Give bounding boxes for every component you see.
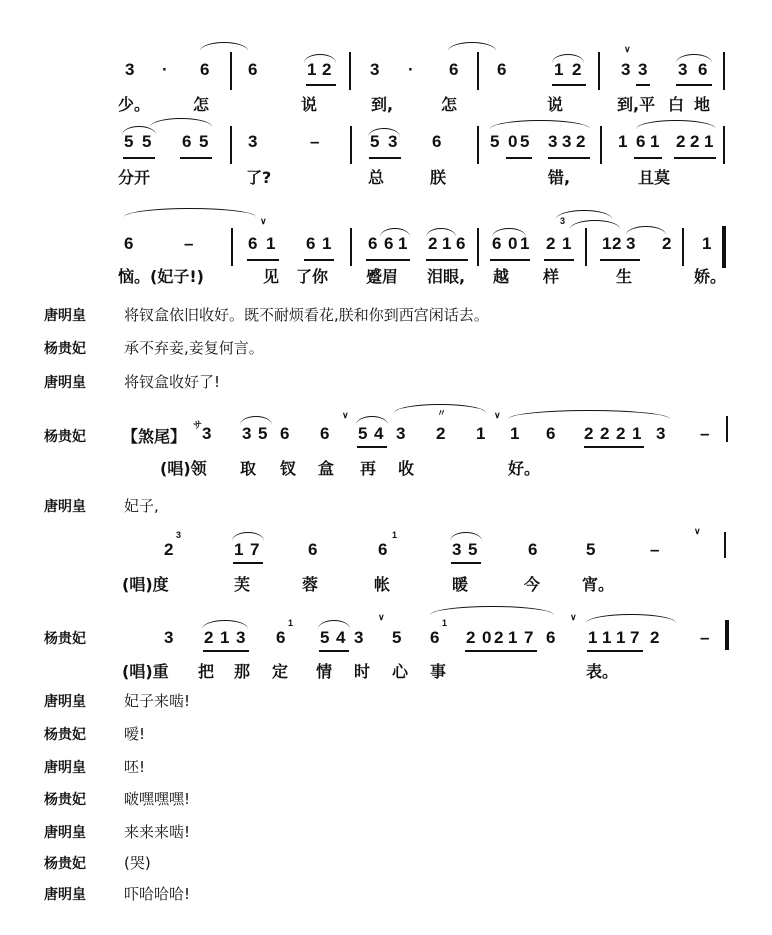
underline [600, 259, 640, 261]
lyric-syllable: 见 [263, 267, 280, 286]
jianpu-note: 6 [124, 234, 134, 253]
breath-mark: ∨ [342, 410, 349, 420]
jianpu-note: 1 [476, 424, 486, 443]
slur [448, 42, 496, 51]
lyric-syllable: 总 [368, 168, 385, 187]
jianpu-note: 6 [248, 234, 258, 253]
underline [319, 650, 349, 652]
lyric-syllable: (唱)重 [122, 662, 169, 681]
slur [150, 118, 212, 127]
lyric-syllable: 今 [524, 575, 541, 594]
jianpu-note: 3 [242, 424, 252, 443]
jianpu-note: 2 [428, 234, 438, 253]
slur [124, 208, 256, 217]
lyric-syllable: 生 [616, 267, 633, 286]
barline [726, 416, 728, 442]
jianpu-note: 6 [432, 132, 442, 151]
lyric-syllable: 白 [668, 95, 685, 114]
underline [451, 562, 481, 564]
jianpu-note: 6 [449, 60, 459, 79]
jianpu-note: 6 [248, 60, 258, 79]
lyric-syllable: 到,平 [617, 95, 656, 114]
underline [306, 84, 336, 86]
jianpu-note: 2 [662, 234, 672, 253]
lyric-syllable: 钗 [280, 459, 297, 478]
jianpu-note: – [700, 628, 710, 647]
lyric-syllable: 时 [354, 662, 371, 681]
jianpu-note: 5 [370, 132, 380, 151]
lyric-syllable: 少。 [118, 95, 151, 114]
lyric-syllable: 朕 [430, 168, 447, 187]
underline [369, 157, 401, 159]
jianpu-note: 5 [358, 424, 368, 443]
underline [544, 259, 574, 261]
breath-mark: ∨ [494, 410, 501, 420]
speaker-label: 唐明皇 [44, 887, 86, 903]
underline [233, 562, 263, 564]
underline [180, 157, 212, 159]
jianpu-note: 2 [322, 60, 332, 79]
dialogue-line: 妃子来啮! [124, 692, 191, 710]
jianpu-note: 3 [125, 60, 135, 79]
lyric-syllable: 那 [234, 662, 251, 681]
barline [477, 126, 479, 164]
speaker-label: 杨贵妃 [44, 856, 86, 872]
barline [231, 228, 233, 266]
lyric-syllable: 泪眼, [427, 267, 466, 286]
jianpu-note: 1 [602, 628, 612, 647]
barline [723, 52, 725, 90]
jianpu-note: 1 [588, 628, 598, 647]
jianpu-note: 3 [388, 132, 398, 151]
barline [350, 126, 352, 164]
jianpu-note: 2 [650, 628, 660, 647]
jianpu-note: 1 [602, 234, 612, 253]
lyric-syllable: 盒 [318, 459, 335, 478]
underline [552, 84, 586, 86]
jianpu-note: 3 [164, 628, 174, 647]
slur [508, 410, 670, 419]
underline [357, 446, 387, 448]
jianpu-note: 3 [354, 628, 364, 647]
lyric-syllable: 错, [548, 168, 571, 187]
jianpu-note: 7 [524, 628, 534, 647]
jianpu-note: 6 [430, 628, 440, 647]
breath-mark: ∨ [378, 612, 385, 622]
jianpu-note: – [310, 132, 320, 151]
underline [636, 84, 650, 86]
jianpu-note: 2 [572, 60, 582, 79]
underline [465, 650, 537, 652]
lyric-syllable: 情 [316, 662, 333, 681]
dialogue-line: 啵嘿嘿嘿! [124, 790, 191, 808]
underline [490, 259, 530, 261]
jianpu-note: 1 [508, 628, 518, 647]
final-barline [725, 620, 729, 650]
barline [724, 532, 726, 558]
jianpu-note: 1 [702, 234, 712, 253]
jianpu-note: 1 [220, 628, 230, 647]
lyric-syllable: 样 [543, 267, 560, 286]
jianpu-note: 5 [468, 540, 478, 559]
lyric-syllable: 怎 [193, 95, 210, 114]
dialogue-line: 将钗盒收好了! [124, 373, 221, 391]
jianpu-note: 2 [616, 424, 626, 443]
speaker-label: 杨贵妃 [44, 727, 86, 743]
jianpu-note: 1 [266, 234, 276, 253]
lyric-syllable: (唱)领 [160, 459, 207, 478]
jianpu-note: 2 [676, 132, 686, 151]
jianpu-note: 6 [492, 234, 502, 253]
speaker-label: 唐明皇 [44, 308, 86, 324]
jianpu-note: 6 [368, 234, 378, 253]
barline [350, 228, 352, 266]
jianpu-note: 6 [320, 424, 330, 443]
lyric-syllable: 再 [360, 459, 377, 478]
lyric-syllable: 把 [198, 662, 215, 681]
final-barline [722, 226, 726, 268]
jianpu-note: 2 [164, 540, 174, 559]
jianpu-note: 3 [236, 628, 246, 647]
grace-note: 1 [288, 618, 294, 628]
barline [477, 228, 479, 266]
lyric-syllable: 宵。 [582, 575, 615, 594]
jianpu-note: 3 [370, 60, 380, 79]
jianpu-note: 3 [678, 60, 688, 79]
jianpu-note: 3 [548, 132, 558, 151]
barline [230, 126, 232, 164]
underline [123, 157, 155, 159]
jianpu-note: 3 [656, 424, 666, 443]
jianpu-note: 6 [546, 628, 556, 647]
jianpu-note: 6 [306, 234, 316, 253]
jianpu-note: 6 [546, 424, 556, 443]
sanban-mark: サ [193, 420, 203, 430]
jianpu-note: 7 [250, 540, 260, 559]
breath-mark: ∨ [624, 44, 631, 54]
jianpu-note: 2 [576, 132, 586, 151]
barline [477, 52, 479, 90]
underline [304, 259, 334, 261]
jianpu-note: 6 [497, 60, 507, 79]
jianpu-note: 6 [182, 132, 192, 151]
lyric-syllable: 分开 [118, 168, 151, 187]
jianpu-note: 6 [528, 540, 538, 559]
jianpu-note: 3 [248, 132, 258, 151]
lyric-syllable: 了? [246, 168, 272, 187]
lyric-syllable: 恼。(妃子!) [118, 267, 204, 286]
jianpu-note: 6 [384, 234, 394, 253]
lyric-syllable: 取 [240, 459, 257, 478]
lyric-syllable: 定 [272, 662, 289, 681]
dialogue-line: 妃子, [124, 497, 159, 515]
dialogue-line: 嗳! [124, 725, 146, 743]
speaker-label: 杨贵妃 [44, 631, 86, 647]
jianpu-note: 6 [200, 60, 210, 79]
jianpu-note: 6 [456, 234, 466, 253]
grace-note: 3 [176, 530, 182, 540]
barline [230, 52, 232, 90]
slur [430, 606, 554, 615]
underline [247, 259, 279, 261]
breath-mark: ∨ [694, 526, 701, 536]
jianpu-note: 4 [336, 628, 346, 647]
jianpu-note: 6 [378, 540, 388, 559]
jianpu-note: · [408, 60, 414, 79]
jianpu-note: 1 [398, 234, 408, 253]
jianpu-note: 5 [586, 540, 596, 559]
breath-mark: ∨ [260, 216, 267, 226]
lyric-syllable: 说 [547, 95, 564, 114]
jianpu-note: 6 [276, 628, 286, 647]
underline [548, 157, 590, 159]
jianpu-note: 2 [584, 424, 594, 443]
lyric-syllable: 事 [430, 662, 447, 681]
jianpu-note: 1 [307, 60, 317, 79]
speaker-label: 杨贵妃 [44, 341, 86, 357]
lyric-syllable: 帐 [374, 575, 391, 594]
jianpu-note: 3 [202, 424, 212, 443]
slur [636, 120, 716, 129]
jianpu-note: 2 [690, 132, 700, 151]
jianpu-note: 2 [546, 234, 556, 253]
jianpu-note: 5 [142, 132, 152, 151]
jianpu-note: 2 [612, 234, 622, 253]
dialogue-line: 承不弃妾,妾复何言。 [124, 339, 264, 357]
jianpu-note: 1 [562, 234, 572, 253]
jianpu-note: 1 [616, 628, 626, 647]
underline [587, 650, 643, 652]
dialogue-line: 吓哈哈哈! [124, 885, 191, 903]
lyric-syllable: 到, [371, 95, 394, 114]
jianpu-note: 3 [452, 540, 462, 559]
lyric-syllable: 暖 [452, 575, 469, 594]
lyric-syllable: 好。 [508, 459, 541, 478]
barline [598, 52, 600, 90]
jianpu-note: 3 [638, 60, 648, 79]
speaker-label: 杨贵妃 [44, 429, 86, 445]
jianpu-note: 5 [258, 424, 268, 443]
lyric-syllable: 怎 [441, 95, 458, 114]
barline [600, 126, 602, 164]
jianpu-note: 2 [436, 424, 446, 443]
slur [200, 42, 248, 51]
jianpu-note: · [162, 60, 168, 79]
jianpu-note: – [700, 424, 710, 443]
underline [203, 650, 249, 652]
jianpu-note: 3 [626, 234, 636, 253]
speaker-label: 唐明皇 [44, 760, 86, 776]
jianpu-note: 6 [308, 540, 318, 559]
slur [490, 120, 590, 129]
underline [676, 84, 712, 86]
jianpu-note: 7 [630, 628, 640, 647]
jianpu-note: 4 [374, 424, 384, 443]
barline [585, 228, 587, 266]
slur [570, 220, 620, 229]
jianpu-note: 3 [396, 424, 406, 443]
barline [349, 52, 351, 90]
lyric-syllable: 心 [392, 662, 409, 681]
jianpu-note: 1 [234, 540, 244, 559]
jianpu-note: 3 [562, 132, 572, 151]
jianpu-note: 2 [204, 628, 214, 647]
dialogue-line: (哭) [124, 854, 151, 872]
jianpu-note: 1 [554, 60, 564, 79]
jianpu-note: 1 [442, 234, 452, 253]
jianpu-note: 1 [704, 132, 714, 151]
lyric-syllable: 且莫 [638, 168, 671, 187]
jianpu-note: – [184, 234, 194, 253]
slur [586, 614, 676, 623]
speaker-label: 唐明皇 [44, 375, 86, 391]
lyric-syllable: 蹙眉 [366, 267, 399, 286]
tune-name: 【煞尾】 [122, 427, 187, 446]
jianpu-note: 1 [520, 234, 530, 253]
jianpu-note: 6 [280, 424, 290, 443]
jianpu-note: 5 [320, 628, 330, 647]
lyric-syllable: 表。 [586, 662, 619, 681]
lyric-syllable: (唱)度 [122, 575, 169, 594]
jianpu-note: 1 [618, 132, 628, 151]
jianpu-note: 5 [490, 132, 500, 151]
grace-note: 1 [392, 530, 398, 540]
jianpu-note: 5 [199, 132, 209, 151]
speaker-label: 唐明皇 [44, 825, 86, 841]
jianpu-note: 0 [482, 628, 492, 647]
jianpu-note: 2 [600, 424, 610, 443]
jianpu-note: 5 [124, 132, 134, 151]
lyric-syllable: 说 [301, 95, 318, 114]
breath-mark: ∨ [570, 612, 577, 622]
jianpu-note: – [650, 540, 660, 559]
accent-mark: 〃 [437, 408, 447, 418]
barline [682, 228, 684, 266]
lyric-syllable: 娇。 [694, 267, 727, 286]
jianpu-note: 5 [392, 628, 402, 647]
lyric-syllable: 越 [493, 267, 510, 286]
jianpu-note: 2 [494, 628, 504, 647]
lyric-syllable: 芙 [234, 575, 251, 594]
jianpu-note: 0 [508, 132, 518, 151]
jianpu-note: 3 [621, 60, 631, 79]
dialogue-line: 呸! [124, 758, 146, 776]
jianpu-note: 2 [466, 628, 476, 647]
jianpu-note: 1 [632, 424, 642, 443]
speaker-label: 唐明皇 [44, 694, 86, 710]
lyric-syllable: 了你 [296, 267, 329, 286]
lyric-syllable: 收 [398, 459, 415, 478]
underline [366, 259, 410, 261]
jianpu-note: 5 [520, 132, 530, 151]
underline [426, 259, 468, 261]
jianpu-note: 0 [508, 234, 518, 253]
speaker-label: 唐明皇 [44, 499, 86, 515]
grace-note: 3 [560, 216, 566, 226]
underline [674, 157, 716, 159]
lyric-syllable: 蓉 [302, 575, 319, 594]
speaker-label: 杨贵妃 [44, 792, 86, 808]
underline [506, 157, 532, 159]
jianpu-note: 1 [650, 132, 660, 151]
underline [634, 157, 662, 159]
barline [723, 126, 725, 164]
dialogue-line: 将钗盒依旧收好。既不耐烦看花,朕和你到西宫闲话去。 [124, 306, 489, 324]
jianpu-note: 1 [510, 424, 520, 443]
jianpu-note: 1 [322, 234, 332, 253]
jianpu-note: 6 [698, 60, 708, 79]
underline [584, 446, 644, 448]
dialogue-line: 来来来啮! [124, 823, 191, 841]
jianpu-note: 6 [636, 132, 646, 151]
grace-note: 1 [442, 618, 448, 628]
lyric-syllable: 地 [694, 95, 711, 114]
